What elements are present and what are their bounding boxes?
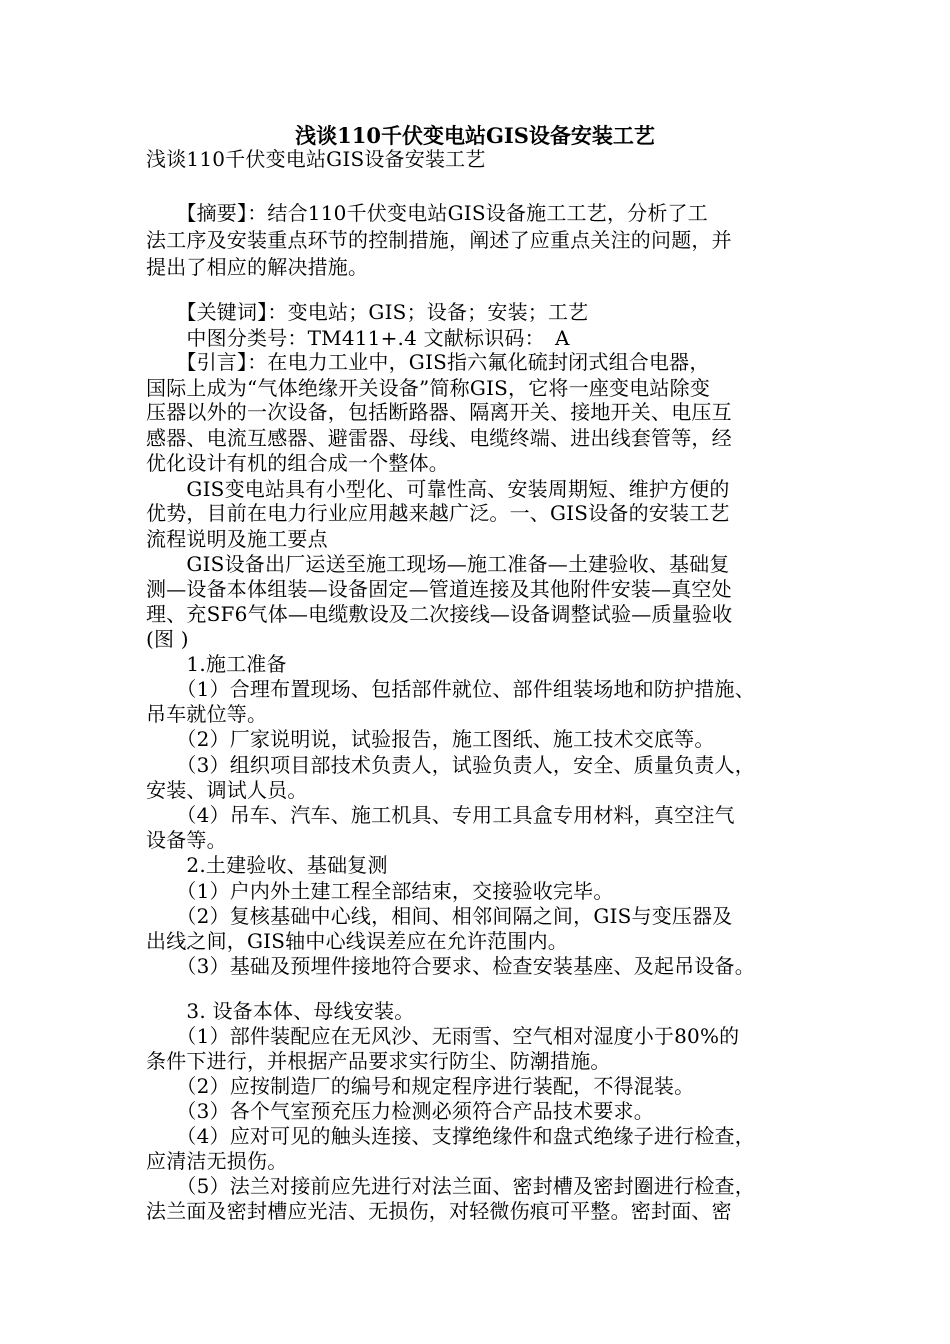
body-line: （5）法兰对接前应先进行对法兰面、密封槽及密封圈进行检查，	[146, 1174, 755, 1198]
body-line: （4）吊车、汽车、施工机具、专用工具盒专用材料，真空注气	[146, 803, 735, 827]
body-line: （3）组织项目部技术负责人，试验负责人，安全、质量负责人，	[146, 753, 755, 777]
body-line: （3）基础及预埋件接地符合要求、检查安装基座、及起吊设备。	[146, 954, 755, 978]
body-line: 国际上成为“气体绝缘开关设备”简称GIS，它将一座变电站除变	[146, 376, 711, 400]
section-heading: 3. 设备本体、母线安装。	[146, 999, 415, 1023]
body-line: 压器以外的一次设备，包括断路器、隔离开关、接地开关、电压互	[146, 400, 732, 424]
body-line: GIS变电站具有小型化、可靠性高、安装周期短、维护方便的	[146, 477, 730, 501]
body-line: （2）应按制造厂的编号和规定程序进行装配，不得混装。	[146, 1074, 695, 1098]
body-line: 感器、电流互感器、避雷器、母线、电缆终端、进出线套管等，经	[146, 426, 732, 450]
subtitle-line: 浅谈110千伏变电站GIS设备安装工艺	[146, 147, 486, 171]
section-heading: 1.施工准备	[146, 652, 287, 676]
abstract-line: 提出了相应的解决措施。	[146, 255, 369, 279]
body-line: 设备等。	[146, 828, 227, 852]
body-line: 法兰面及密封槽应光洁、无损伤，对轻微伤痕可平整。密封面、密	[146, 1199, 732, 1223]
body-line: (图 )	[146, 627, 189, 651]
body-line: 条件下进行，并根据产品要求实行防尘、防潮措施。	[146, 1049, 611, 1073]
body-line: 出线之间，GIS轴中心线误差应在允许范围内。	[146, 929, 568, 953]
body-line: （1）合理布置现场、包括部件就位、部件组装场地和防护措施、	[146, 677, 755, 701]
body-line: 流程说明及施工要点	[146, 527, 328, 551]
body-line: 优势，目前在电力行业应用越来越广泛。一、GIS设备的安装工艺	[146, 501, 730, 525]
body-line: GIS设备出厂运送至施工现场—施工准备—土建验收、基础复	[146, 552, 730, 576]
body-line: 吊车就位等。	[146, 702, 268, 726]
abstract-line: 【摘要】：结合110千伏变电站GIS设备施工工艺，分析了工	[146, 201, 708, 225]
section-heading: 2.土建验收、基础复测	[146, 853, 388, 877]
body-line: 安装、调试人员。	[146, 778, 308, 802]
body-line: 【引言】：在电力工业中，GIS指六氟化硫封闭式组合电器，	[146, 350, 710, 374]
body-line: （1）部件装配应在无风沙、无雨雪、空气相对湿度小于80%的	[146, 1024, 740, 1048]
abstract-line: 法工序及安装重点环节的控制措施，阐述了应重点关注的问题，并	[146, 228, 732, 252]
body-line: （3）各个气室预充压力检测必须符合产品技术要求。	[146, 1099, 654, 1123]
classification-line: 中图分类号：TM411+.4 文献标识码： A	[146, 326, 570, 350]
body-line: 测—设备本体组装—设备固定—管道连接及其他附件安装—真空处	[146, 577, 732, 601]
body-line: （2）复核基础中心线，相间、相邻间隔之间，GIS与变压器及	[146, 904, 733, 928]
body-line: 优化设计有机的组合成一个整体。	[146, 451, 449, 475]
body-line: （2）厂家说明说，试验报告，施工图纸、施工技术交底等。	[146, 727, 715, 751]
body-line: （1）户内外土建工程全部结束，交接验收完毕。	[146, 879, 614, 903]
document-title: 浅谈110千伏变电站GIS设备安装工艺	[295, 123, 655, 148]
body-line: 理、充SF6气体—电缆敷设及二次接线—设备调整试验—质量验收	[146, 602, 733, 626]
body-line: 应清洁无损伤。	[146, 1149, 288, 1173]
keywords-line: 【关键词】：变电站；GIS；设备；安装；工艺	[146, 300, 589, 324]
body-line: （4）应对可见的触头连接、支撑绝缘件和盘式绝缘子进行检查，	[146, 1124, 755, 1148]
